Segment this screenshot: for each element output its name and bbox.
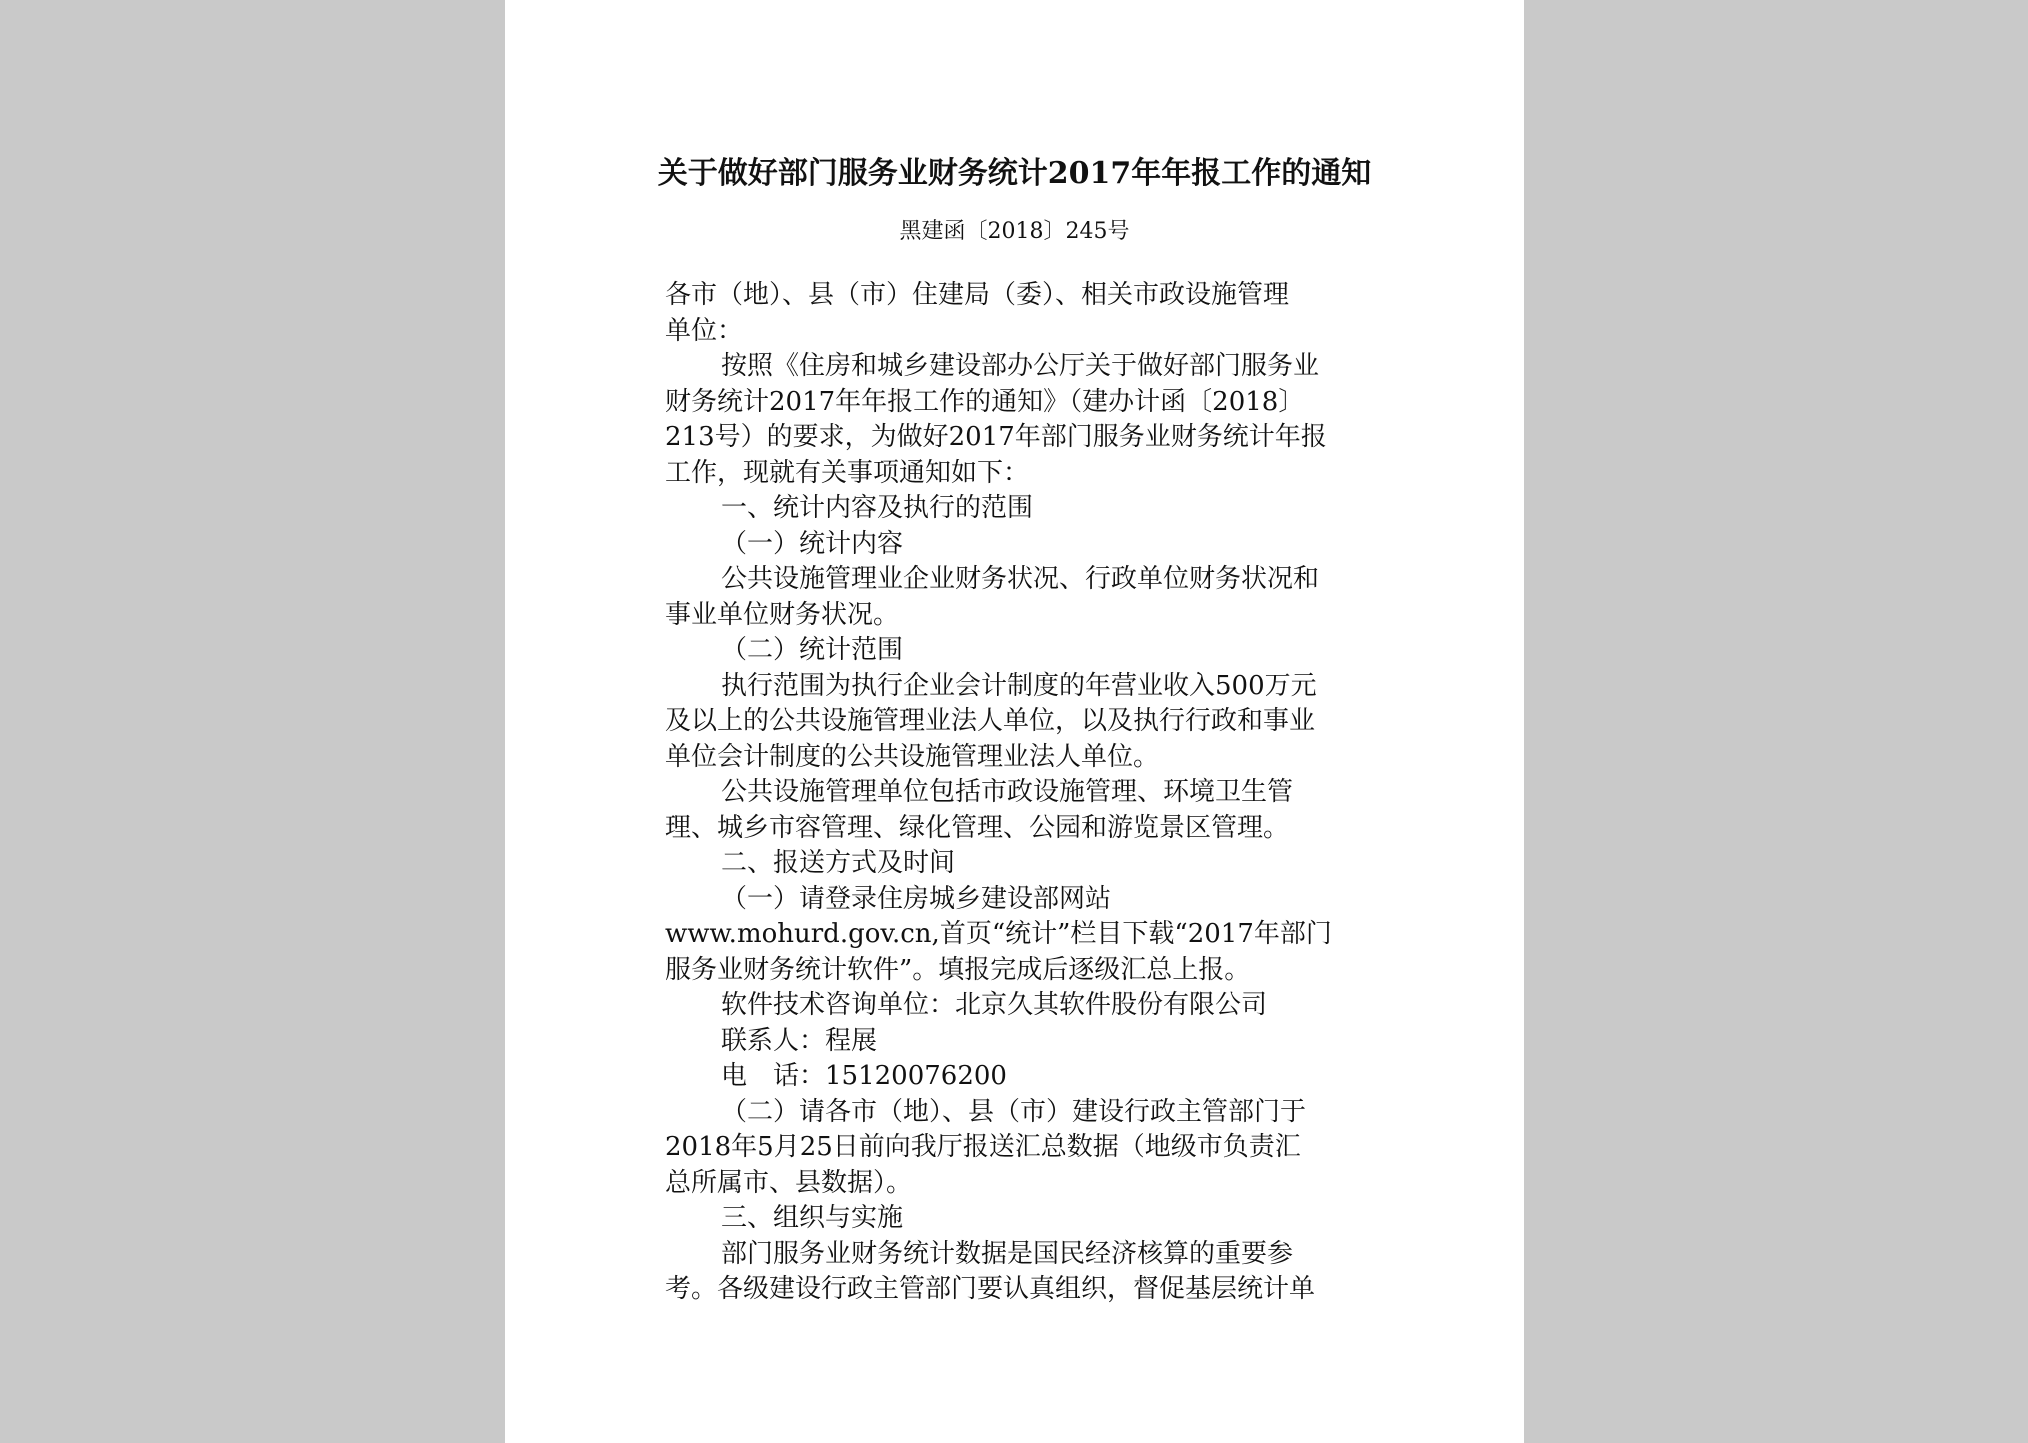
body-line: （二）请各市（地）、县（市）建设行政主管部门于 (721, 1096, 1307, 1127)
body-line: 三、组织与实施 (721, 1203, 904, 1233)
body-line: 公共设施管理业企业财务状况、行政单位财务状况和 (721, 564, 1320, 594)
body-line: 单位会计制度的公共设施管理业法人单位。 (665, 741, 1160, 772)
body-line: 213号）的要求，为做好2017年部门服务业财务统计年报 (665, 422, 1327, 452)
body-line: 电 话：15120076200 (721, 1061, 1007, 1091)
body-line: 各市（地）、县（市）住建局（委）、相关市政设施管理 (665, 280, 1290, 310)
body-line: 一、统计内容及执行的范围 (721, 493, 1034, 523)
body-line: 服务业财务统计软件”。填报完成后逐级汇总上报。 (665, 954, 1251, 985)
body-line: www.mohurd.gov.cn,首页“统计”栏目下载“2017年部门 (665, 919, 1332, 949)
body-line: 软件技术咨询单位：北京久其软件股份有限公司 (721, 990, 1268, 1020)
body-line: （二）统计范围 (721, 635, 904, 665)
body-line: （一）统计内容 (721, 528, 904, 559)
body-line: 2018年5月25日前向我厅报送汇总数据（地级市负责汇 (665, 1132, 1301, 1162)
body-line: 工作，现就有关事项通知如下： (665, 457, 1030, 488)
body-line: 单位： (665, 315, 744, 346)
body-line: 理、城乡市容管理、绿化管理、公园和游览景区管理。 (665, 812, 1290, 843)
body-line: 公共设施管理单位包括市政设施管理、环境卫生管 (721, 777, 1294, 807)
body-line: 总所属市、县数据）。 (665, 1167, 913, 1198)
body-line: 部门服务业财务统计数据是国民经济核算的重要参 (721, 1238, 1294, 1269)
body-line: 执行范围为执行企业会计制度的年营业收入500万元 (721, 670, 1317, 701)
body-line: 二、报送方式及时间 (721, 848, 956, 878)
body-line: 财务统计2017年年报工作的通知》（建办计函〔2018〕 (665, 386, 1305, 417)
body-line: 及以上的公共设施管理业法人单位，以及执行行政和事业 (665, 706, 1316, 736)
body-line: 按照《住房和城乡建设部办公厅关于做好部门服务业 (721, 351, 1320, 381)
body-line: 联系人：程展 (721, 1025, 878, 1056)
body-line: 考。各级建设行政主管部门要认真组织，督促基层统计单 (665, 1274, 1316, 1304)
document-page (505, 0, 1524, 1443)
document-body (665, 278, 1385, 1308)
document-number: 黑建函〔2018〕245号 (899, 219, 1130, 244)
body-line: 事业单位财务状况。 (665, 599, 900, 630)
document-title: 关于做好部门服务业财务统计2017年年报工作的通知 (657, 156, 1372, 191)
body-line: （一）请登录住房城乡建设部网站 (721, 883, 1112, 914)
